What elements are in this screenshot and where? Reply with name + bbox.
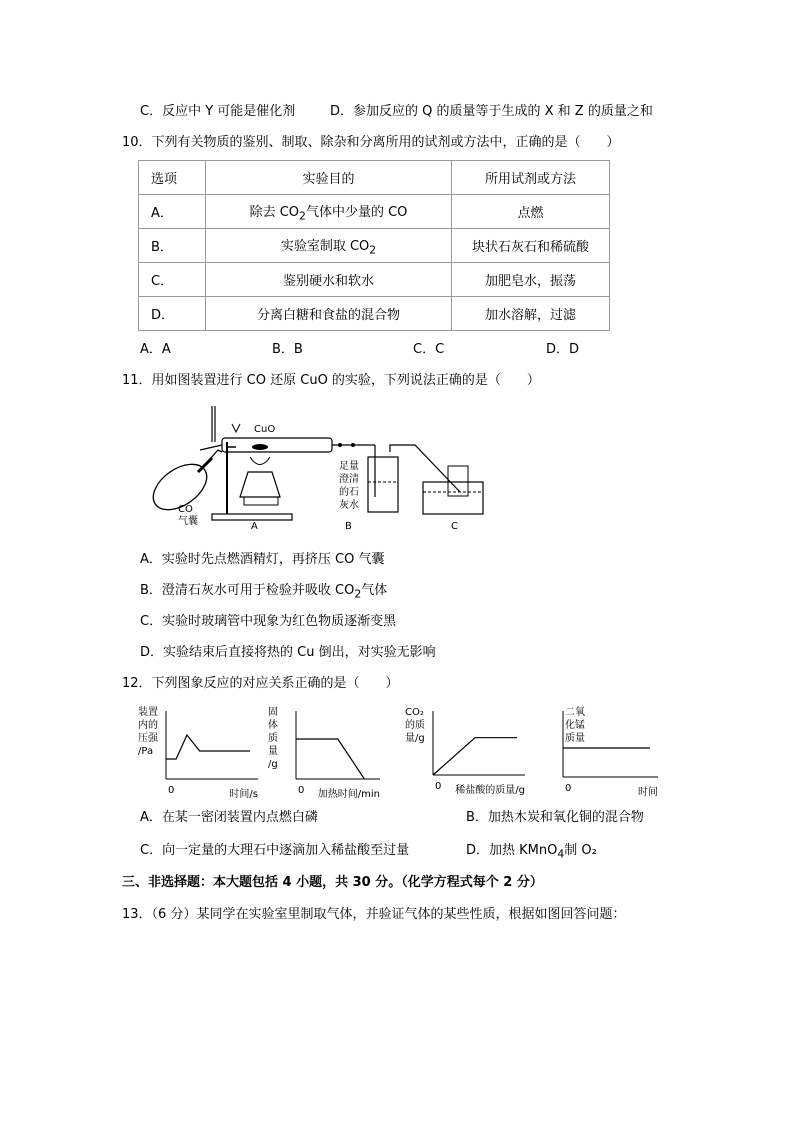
option-tail: 气体 [361, 583, 388, 598]
row-purpose: 鉴别硬水和软水 [206, 263, 452, 297]
lime-label-1: 足量 [339, 461, 359, 472]
lime-label-3: 的石 [339, 487, 359, 498]
y-axis-label: 装置 [138, 707, 158, 718]
x-axis-label: 时间 [638, 787, 658, 798]
purpose-subscript: 2 [299, 209, 306, 223]
option-subscript: 4 [557, 847, 565, 861]
lime-label-2: 澄清 [339, 474, 359, 485]
q11-option-a: A．实验时先点燃酒精灯，再挤压 CO 气囊 [140, 552, 385, 567]
bottle-b [368, 457, 398, 512]
q10-answer-c: C．C [413, 342, 445, 357]
label-b: B [345, 521, 352, 532]
q11-option-c: C．实验时玻璃管中现象为红色物质逐渐变黑 [140, 614, 397, 629]
table-header-row [139, 161, 610, 195]
y-axis-label: 内的 [138, 720, 158, 731]
option-tail: 制 O₂ [564, 843, 597, 858]
y-axis-label: 二氧 [565, 707, 585, 718]
row-option: C． [139, 263, 206, 297]
purpose-text: 除去 CO [249, 204, 300, 220]
series-line [433, 738, 517, 775]
q12-chart-c [405, 703, 530, 801]
row-option: B． [139, 229, 206, 263]
q10-table [138, 160, 610, 331]
flow-arrow [232, 424, 240, 432]
y-axis-label: 的质 [405, 720, 425, 731]
water-trough [423, 482, 483, 514]
q12-option-d [466, 842, 597, 864]
row-option: D． [139, 297, 206, 331]
row-option: A． [139, 195, 206, 229]
row-method: 加肥皂水，振荡 [452, 263, 610, 297]
y-axis-label: /g [268, 759, 278, 770]
inlet-tube [200, 445, 222, 450]
header-option: 选项 [139, 161, 206, 195]
y-axis-label: 质量 [565, 733, 585, 744]
q12-chart-a [138, 703, 263, 801]
y-axis-label: /Pa [138, 746, 154, 757]
row-purpose [206, 195, 452, 229]
q10-answer-a: A．A [140, 342, 171, 357]
table-row [139, 229, 610, 263]
q13-stem: 13．（6 分）某同学在实验室里制取气体，并验证气体的某些性质，根据如图回答问题： [122, 907, 626, 922]
x-axis-label: 稀盐酸的质量/g [455, 785, 525, 796]
q12-chart-b [268, 703, 388, 801]
y-axis-label: 化锰 [565, 720, 585, 731]
co-label: CO [178, 504, 193, 515]
x-axis-label: 加热时间/min [317, 789, 380, 800]
lamp-flame [250, 457, 270, 465]
q9-option-d: D．参加反应的 Q 的质量等于生成的 X 和 Z 的质量之和 [330, 104, 653, 119]
origin-label: 0 [298, 785, 305, 796]
y-axis-label: 固 [268, 707, 278, 718]
header-purpose: 实验目的 [206, 161, 452, 195]
table-row [139, 195, 610, 229]
purpose-text: 实验室制取 CO [280, 238, 370, 254]
cuo-powder [252, 444, 268, 450]
row-method: 块状石灰石和稀硫酸 [452, 229, 610, 263]
q10-answer-d: D．D [546, 342, 580, 357]
lamp-base [244, 497, 278, 505]
q10-stem: 10．下列有关物质的鉴别、制取、除杂和分离所用的试剂或方法中，正确的是（ ） [122, 135, 620, 150]
header-method: 所用试剂或方法 [452, 161, 610, 195]
row-purpose: 分离白糖和食盐的混合物 [206, 297, 452, 331]
purpose-subscript: 2 [369, 243, 377, 257]
q12-option-c: C．向一定量的大理石中逐滴加入稀盐酸至过量 [140, 843, 410, 858]
row-method: 加水溶解，过滤 [452, 297, 610, 331]
q10-answer-b: B．B [272, 342, 303, 357]
y-axis-label: CO₂ [405, 707, 424, 718]
q11-stem: 11．用如图装置进行 CO 还原 CuO 的实验，下列说法正确的是（ ） [122, 373, 540, 388]
label-a: A [251, 521, 258, 532]
q12-chart-d [553, 703, 663, 801]
series-line [296, 739, 364, 779]
origin-label: 0 [168, 785, 175, 796]
option-text: D．加热 KMnO [466, 843, 558, 858]
q12-option-b: B．加热木炭和氧化铜的混合物 [466, 810, 644, 825]
y-axis-label: 体 [268, 720, 278, 731]
y-axis-label: 量/g [405, 733, 425, 744]
connector-dot [351, 443, 355, 447]
q12-option-a: A．在某一密闭装置内点燃白磷 [140, 810, 318, 825]
row-method: 点燃 [452, 195, 610, 229]
bag-label: 气囊 [178, 516, 198, 527]
cuo-label: CuO [254, 424, 276, 435]
alcohol-lamp [240, 472, 280, 497]
lime-label-4: 灰水 [339, 500, 359, 511]
series-line [166, 735, 250, 759]
q11-apparatus [140, 402, 500, 537]
stand-base [212, 514, 292, 520]
option-subscript: 2 [354, 587, 362, 601]
section-heading: 三、非选择题：本大题包括 4 小题，共 30 分。（化学方程式每个 2 分） [122, 875, 543, 890]
outlet-tube [390, 445, 460, 492]
origin-label: 0 [435, 781, 442, 792]
q11-option-d: D．实验结束后直接将热的 Cu 倒出，对实验无影响 [140, 645, 436, 660]
y-axis-label: 质 [268, 733, 278, 744]
y-axis-label: 量 [268, 746, 278, 757]
connector-dot [338, 443, 342, 447]
origin-label: 0 [565, 783, 572, 794]
option-text: B．澄清石灰水可用于检验并吸收 CO [140, 583, 355, 598]
glass-tube [222, 438, 332, 452]
q12-stem: 12．下列图象反应的对应关系正确的是（ ） [122, 676, 399, 691]
q11-option-b [140, 582, 387, 604]
x-axis-label: 时间/s [229, 789, 258, 800]
table-row [139, 297, 610, 331]
table-row [139, 263, 610, 297]
purpose-tail: 气体中少量的 CO [305, 204, 408, 220]
label-c: C [451, 521, 458, 532]
q9-option-c: C．反应中 Y 可能是催化剂 [140, 104, 296, 119]
row-purpose [206, 229, 452, 263]
y-axis-label: 压强 [138, 733, 158, 744]
